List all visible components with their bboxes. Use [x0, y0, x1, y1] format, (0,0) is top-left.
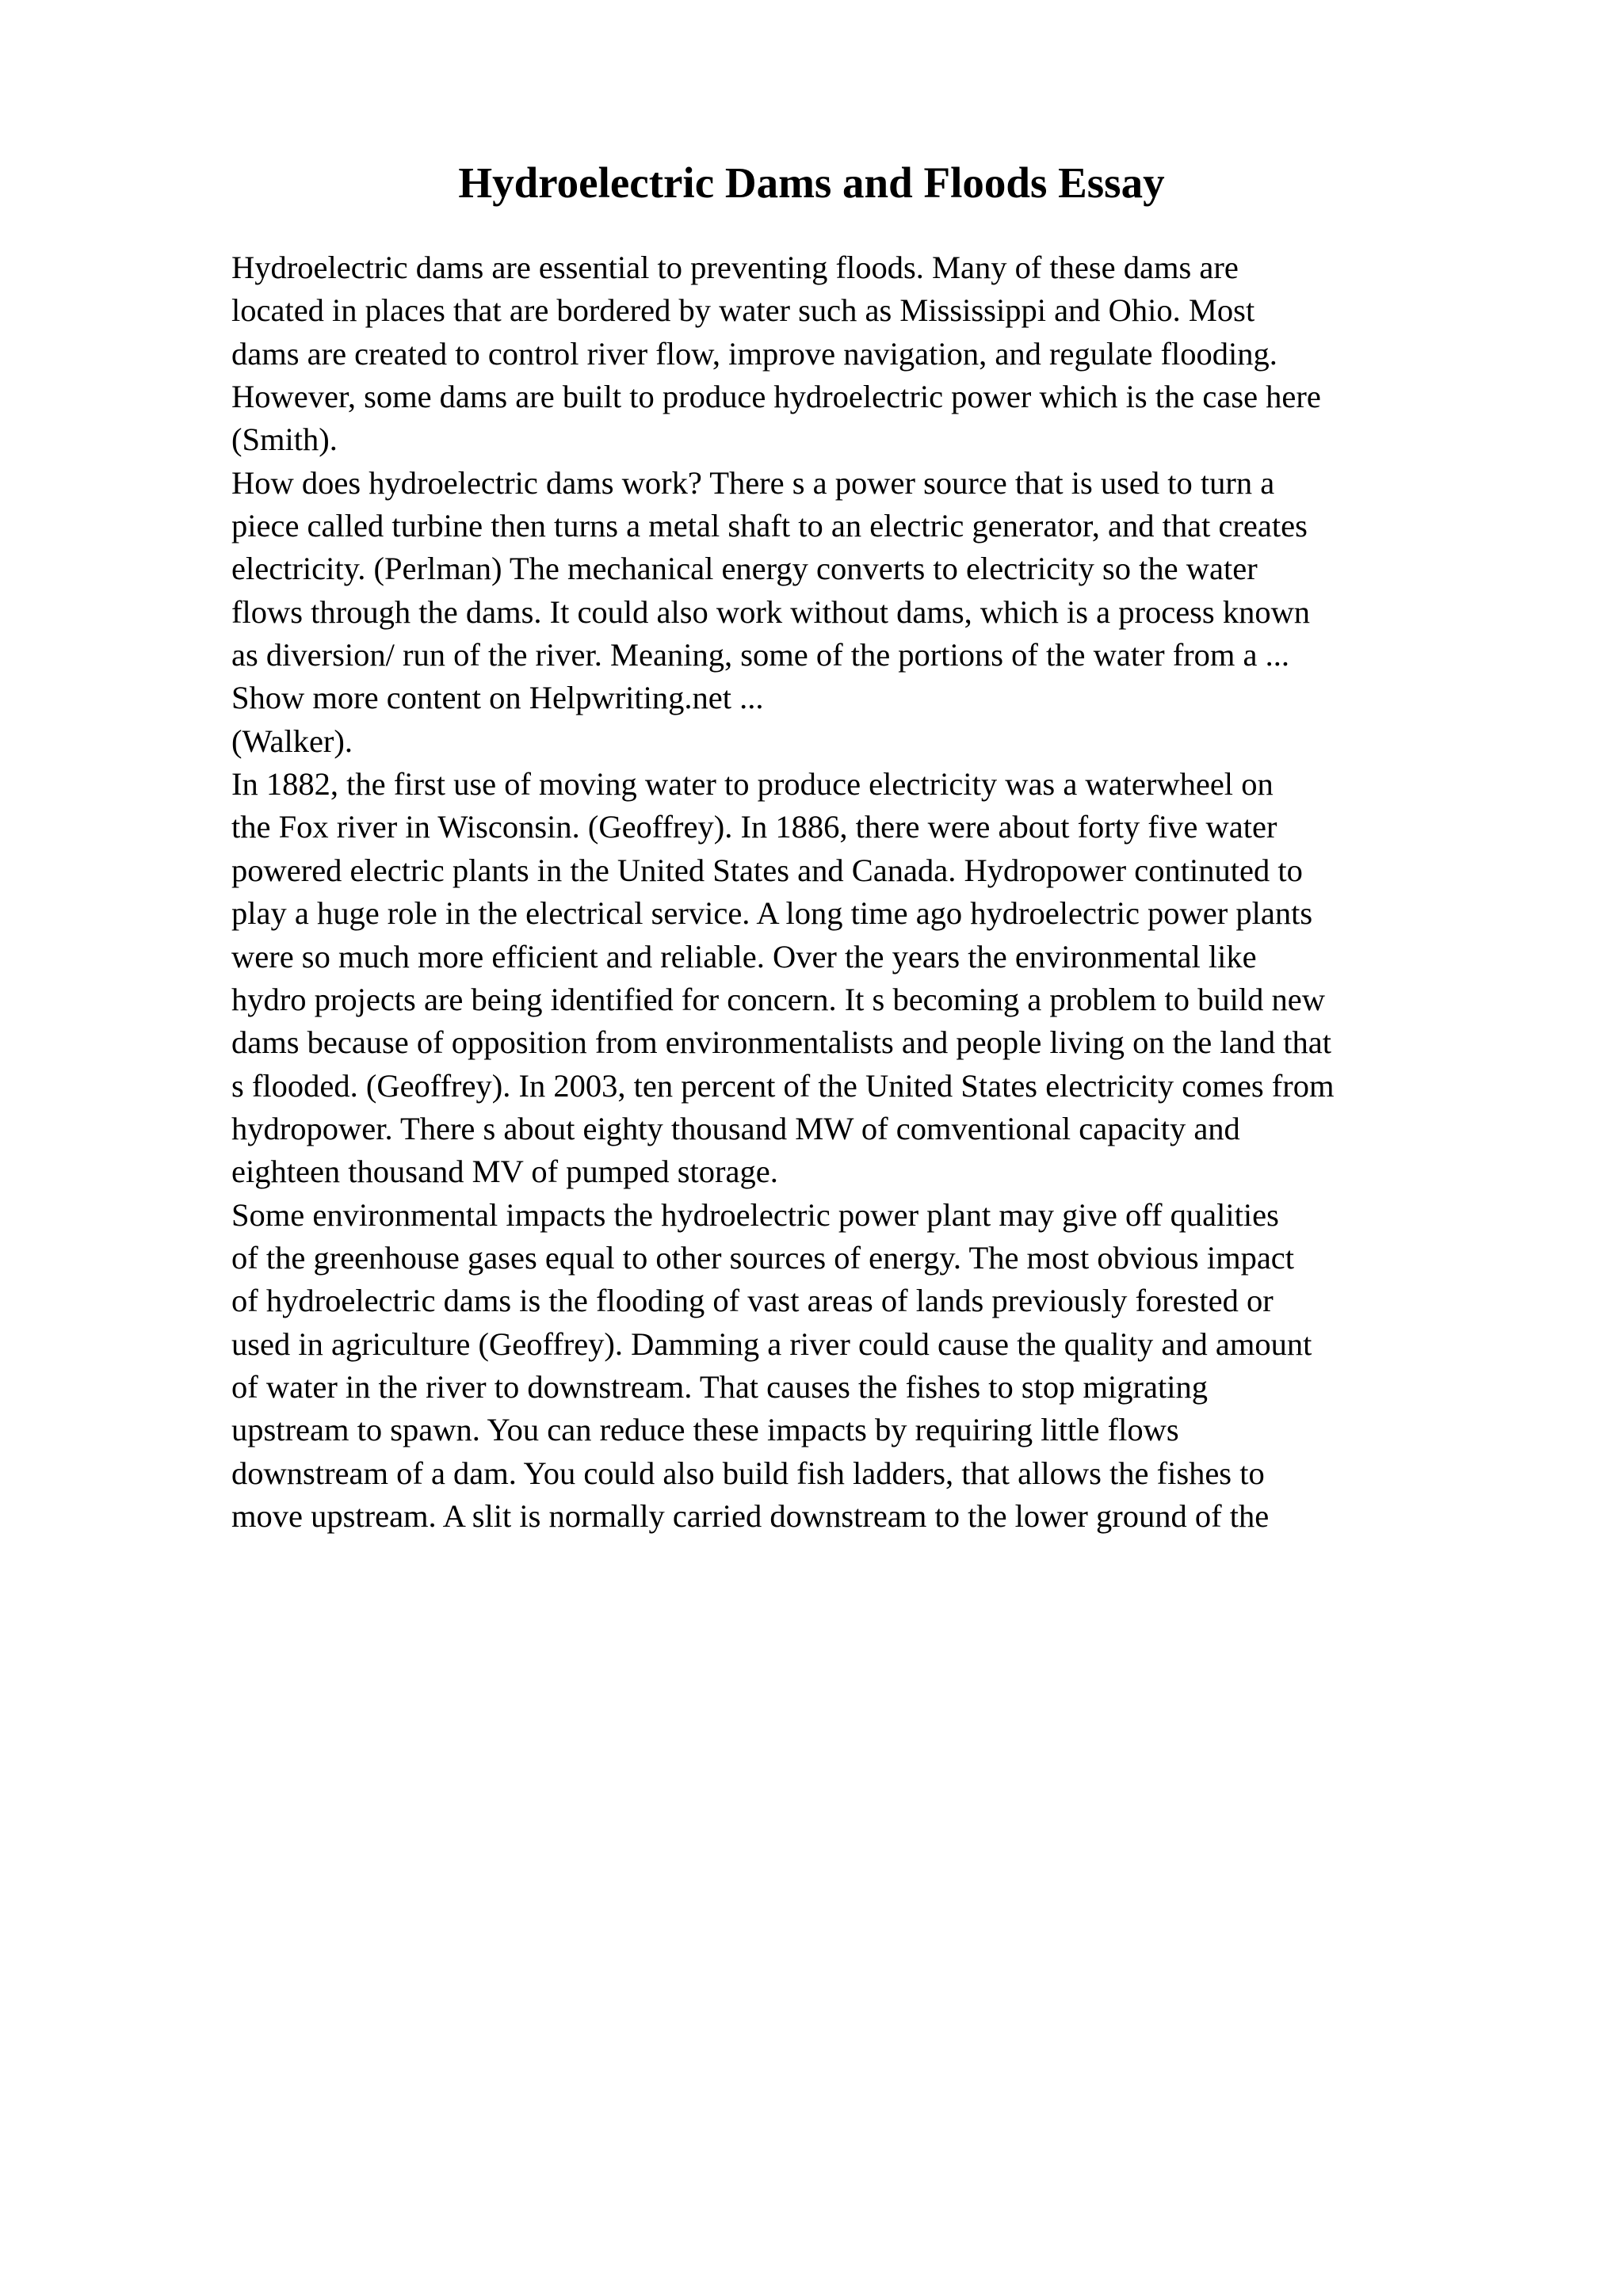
essay-line: flows through the dams. It could also work without dams, which is a process known [231, 593, 1311, 630]
essay-line: In 1882, the first use of moving water to produce electricity was a waterwheel on [231, 766, 1274, 803]
essay-line: electricity. (Perlman) The mechanical energy converts to electricity so the water [231, 551, 1258, 587]
essay-line: (Smith). [231, 421, 338, 458]
essay-line: play a huge role in the electrical service. A long time ago hydroelectric power plants [231, 895, 1313, 932]
essay-line: dams are created to control river flow, improve navigation, and regulate flooding. [231, 335, 1277, 372]
essay-line: move upstream. A slit is normally carried downstream to the lower ground of the [231, 1497, 1270, 1534]
essay-line: as diversion/ run of the river. Meaning, some of the portions of the water from a ... [231, 637, 1290, 673]
essay-line: of water in the river to downstream. That causes the fishes to stop migrating [231, 1368, 1208, 1405]
essay-line: eighteen thousand MV of pumped storage. [231, 1154, 778, 1190]
essay-line: of hydroelectric dams is the flooding of vast areas of lands previously forested or [231, 1283, 1274, 1319]
essay-line: Some environmental impacts the hydroelectric power plant may give off qualities [231, 1196, 1279, 1233]
essay-line: powered electric plants in the United States and Canada. Hydropower continuted to [231, 852, 1303, 888]
document-title: Hydroelectric Dams and Floods Essay [458, 158, 1165, 207]
essay-line: hydropower. There s about eighty thousand MW of comventional capacity and [231, 1110, 1240, 1146]
essay-line: used in agriculture (Geoffrey). Damming a river could cause the quality and amount [231, 1325, 1312, 1362]
essay-line: However, some dams are built to produce hydroelectric power which is the case here [231, 379, 1321, 415]
essay-line: upstream to spawn. You can reduce these impacts by requiring little flows [231, 1412, 1179, 1448]
essay-line: hydro projects are being identified for concern. It s becoming a problem to build new [231, 981, 1325, 1017]
essay-line: dams because of opposition from environmentalists and people living on the land that [231, 1024, 1331, 1061]
essay-line: piece called turbine then turns a metal shaft to an electric generator, and that creates [231, 508, 1308, 544]
essay-line: of the greenhouse gases equal to other sources of energy. The most obvious impact [231, 1239, 1295, 1276]
essay-line: (Walker). [231, 723, 353, 759]
essay-line: downstream of a dam. You could also build fish ladders, that allows the fishes to [231, 1455, 1265, 1491]
essay-body [231, 246, 1594, 1538]
essay-line: were so much more efficient and reliable. Over the years the environmental like [231, 938, 1257, 974]
essay-line: Hydroelectric dams are essential to preventing floods. Many of these dams are [231, 250, 1239, 285]
essay-line: s flooded. (Geoffrey). In 2003, ten percent of the United States electricity comes from [231, 1067, 1335, 1104]
essay-line: located in places that are bordered by water such as Mississippi and Ohio. Most [231, 292, 1255, 329]
essay-line: Show more content on Helpwriting.net ... [231, 680, 764, 716]
essay-line: the Fox river in Wisconsin. (Geoffrey). In 1886, there were about forty five water [231, 809, 1277, 845]
essay-line: How does hydroelectric dams work? There s a power source that is used to turn a [231, 464, 1275, 501]
